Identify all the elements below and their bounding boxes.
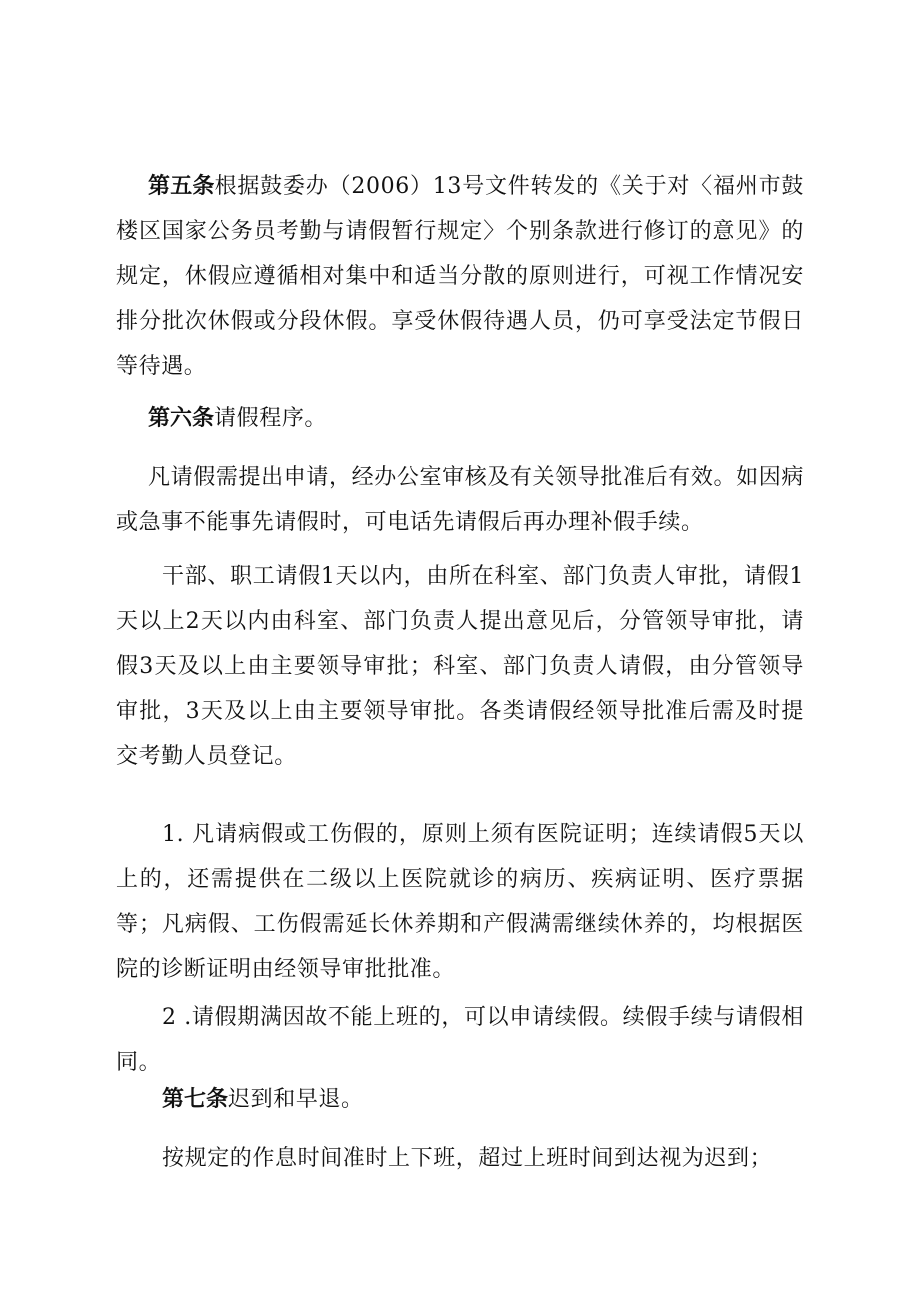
article-6-text: 请假程序。 bbox=[214, 406, 328, 431]
article-6-paragraph bbox=[116, 396, 804, 441]
article-5-paragraph bbox=[116, 164, 804, 389]
article-6-body-paragraph-2: 干部、职工请假1天以内，由所在科室、部门负责人审批，请假1天以上2天以内由科室、部门负责人提出意见后，分管领导审批，请假3天及以上由主要领导审批；科室、部门负责人请假，由分管领导审批，3天及以上由主要领导审批。各类请假经领导批准后需及时提交考勤人员登记。 bbox=[116, 564, 804, 769]
article-7-heading: 第七条 bbox=[162, 1087, 229, 1112]
article-5-text: 根据鼓委办（2006）13号文件转发的《关于对〈福州市鼓楼区国家公务员考勤与请假暂行规定〉个别条款进行修订的意见》的规定，休假应遵循相对集中和适当分散的原则进行，可视工作情况安排分批次休假或分段休假。享受休假待遇人员，仍可享受法定节假日等待遇。 bbox=[116, 174, 804, 379]
article-7-paragraph bbox=[116, 1077, 804, 1122]
article-7-body-paragraph-1: 按规定的作息时间准时上下班，超过上班时间到达视为迟到； bbox=[162, 1146, 773, 1171]
article-6-list-item-2: 2 .请假期满因故不能上班的，可以申请续假。续假手续与请假相同。 bbox=[116, 1005, 804, 1075]
article-6-body-paragraph-1: 凡请假需提出申请，经办公室审核及有关领导批准后有效。如因病或急事不能事先请假时，可电话先请假后再办理补假手续。 bbox=[116, 465, 804, 535]
article-7-text: 迟到和早退。 bbox=[228, 1087, 364, 1112]
article-5-heading: 第五条 bbox=[148, 174, 215, 199]
article-6-heading: 第六条 bbox=[148, 406, 215, 431]
article-6-list-item-1: 1. 凡请病假或工伤假的，原则上须有医院证明；连续请假5天以上的，还需提供在二级以上医院就诊的病历、疾病证明、医疗票据等；凡病假、工伤假需延长休养期和产假满需继续休养的，均根据医院的诊断证明由经领导审批批准。 bbox=[116, 822, 804, 982]
